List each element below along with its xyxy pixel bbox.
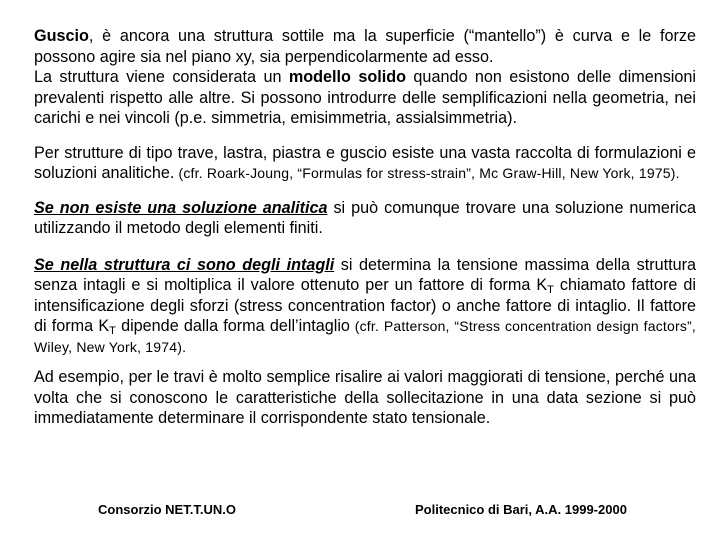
term-modello-solido: modello solido — [288, 68, 407, 86]
paragraph-esempio-travi — [34, 367, 696, 429]
subscript-t-1: T — [547, 284, 554, 296]
paragraph-guscio-text: , è ancora una struttura sottile ma la superficie (“mantello”) è curva e le forze possono agire sia nel piano xy, sia perpendicolarmente ad esso. — [34, 27, 696, 66]
paragraph-intagli — [34, 255, 696, 358]
term-guscio: Guscio — [34, 27, 89, 45]
paragraph-soluzioni-analitiche-text: Per strutture di tipo trave, lastra, piastra e guscio esiste una vasta raccolta di formulazioni e soluzioni analitiche. — [34, 143, 696, 182]
slide-body — [34, 26, 696, 429]
subscript-t-2: T — [109, 325, 116, 337]
paragraph-intagli-text-a: si determina la tensione massima della struttura senza intagli e si moltiplica il valore ottenuto per un fattore di forma K — [34, 255, 696, 294]
citation-patterson: (cfr. Patterson, “Stress concentration design factors”, Wiley, New York, 1974). — [34, 318, 696, 355]
footer-right: Politecnico di Bari, A.A. 1999-2000 — [415, 502, 627, 517]
paragraph-modello-solido-text-before: La struttura viene considerata un — [34, 68, 289, 86]
paragraph-esempio-travi-text: Ad esempio, per le travi è molto semplice risalire ai valori maggiorati di tensione, perché una volta che si conoscono le caratteristiche della sollecitazione in una data sezione si può immediatamente determinare il corrispondente stato tensionale. — [34, 368, 696, 427]
emphasis-soluzione-analitica: Se non esiste una soluzione analitica — [34, 198, 328, 217]
paragraph-modello-solido — [34, 67, 696, 129]
paragraph-guscio — [34, 26, 696, 67]
emphasis-intagli: Se nella struttura ci sono degli intagli — [34, 255, 335, 274]
paragraph-soluzione-numerica-text: si può comunque trovare una soluzione numerica utilizzando il metodo degli elementi finiti. — [34, 198, 696, 237]
paragraph-soluzione-numerica — [34, 198, 696, 239]
paragraph-intagli-text-c: dipende dalla forma dell’intaglio — [115, 317, 350, 335]
paragraph-soluzioni-analitiche — [34, 143, 696, 184]
footer-left: Consorzio NET.T.UN.O — [98, 502, 236, 517]
paragraph-intagli-text-b: chiamato fattore di intensificazione degli sforzi (stress concentration factor) o anche fattore di intaglio. Il fattore di forma K — [34, 276, 696, 335]
citation-roark: (cfr. Roark-Joung, “Formulas for stress-strain”, Mc Graw-Hill, New York, 1975). — [174, 165, 680, 181]
paragraph-modello-solido-text-after: quando non esistono delle dimensioni prevalenti rispetto alle altre. Si possono introdurre delle semplificazioni nella geometria, nei carichi e nei vincoli (p.e. simmetria, emisimmetria, assialsimmetria). — [34, 68, 697, 127]
